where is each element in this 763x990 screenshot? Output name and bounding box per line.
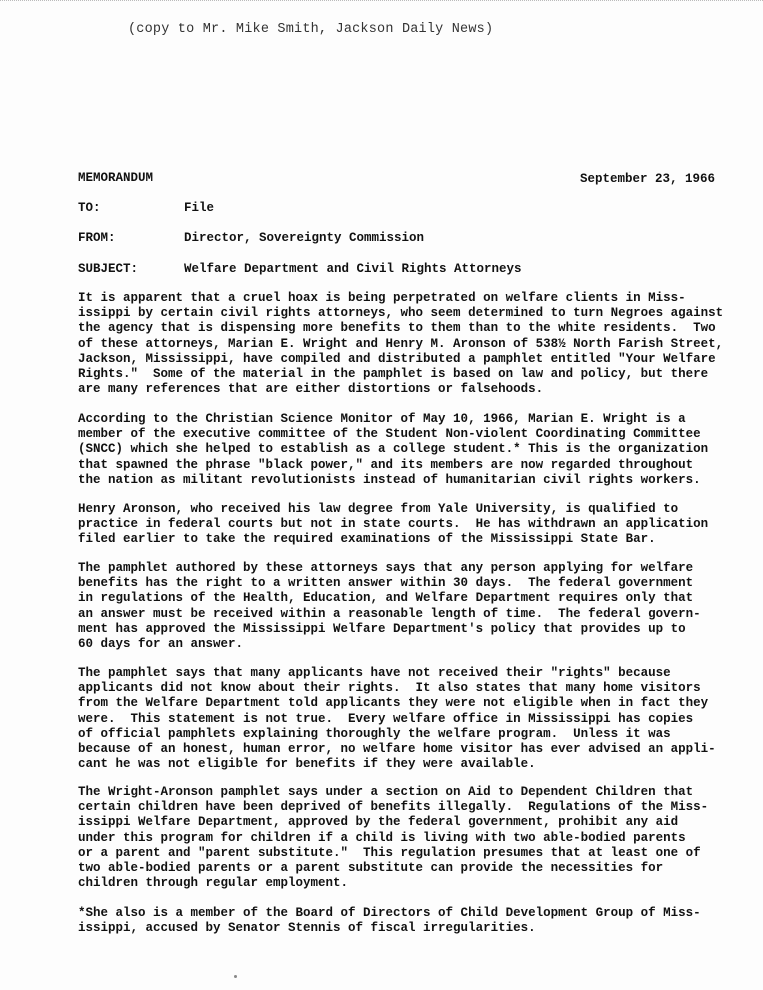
header-from-label: FROM: [78,231,116,245]
paragraph-line: The Wright-Aronson pamphlet says under a section on Aid to Dependent Children that [78,785,694,799]
paragraph-line: Henry Aronson, who received his law degree from Yale University, is qualified to [78,502,679,516]
footnote [78,906,718,936]
paragraph-5 [78,666,718,772]
paragraph-line: The pamphlet says that many applicants have not received their "rights" because [78,666,671,680]
footnote-line: issippi, accused by Senator Stennis of fiscal irregularities. [78,921,536,936]
memo-type-label: MEMORANDUM [78,171,154,185]
footnote-line: *She also is a member of the Board of Directors of Child Development Group of Miss- [78,906,701,920]
paragraph-2 [78,412,718,488]
paragraph-line: practice in federal courts but not in state courts. He has withdrawn an application [78,517,709,532]
paragraph-line: member of the executive committee of the Student Non-violent Coordinating Committee [78,427,701,442]
paragraph-line: It is apparent that a cruel hoax is being perpetrated on welfare clients in Miss- [78,291,686,305]
header-subject-value: Welfare Department and Civil Rights Attorneys [184,262,522,276]
header-to-row [78,201,214,215]
paragraph-1 [78,291,724,397]
paragraph-line: The pamphlet authored by these attorneys says that any person applying for welfare [78,561,694,575]
copy-note: (copy to Mr. Mike Smith, Jackson Daily News) [128,22,494,37]
header-to-value: File [184,201,215,215]
header-from-row [78,231,424,245]
paragraph-line: an answer must be received within a reasonable length of time. The federal govern- [78,606,701,621]
paragraph-line: are many references that are either distortions or falsehoods. [78,382,544,397]
header-to-label: TO: [78,201,101,215]
paragraph-line: issippi Welfare Department, approved by the federal government, prohibit any aid [78,815,679,830]
paragraph-line: Jackson, Mississippi, have compiled and distributed a pamphlet entitled "Your Welfare [78,351,716,366]
paragraph-line: ment has approved the Mississippi Welfare Department's policy that provides up to [78,621,686,636]
paragraph-line: Rights." Some of the material in the pamphlet is based on law and policy, but there [78,367,709,382]
paragraph-line: of official pamphlets explaining thoroughly the welfare program. Unless it was [78,726,671,741]
memo-date: September 23, 1966 [580,172,716,186]
paragraph-line: or a parent and "parent substitute." This regulation presumes that at least one of [78,845,701,860]
paragraph-line: certain children have been deprived of benefits illegally. Regulations of the Miss- [78,800,709,815]
paragraph-line: in regulations of the Health, Education, and Welfare Department requires only that [78,591,694,606]
paragraph-line: filed earlier to take the required examinations of the Mississippi State Bar. [78,532,656,547]
paragraph-line: the agency that is dispensing more benefits to them than to the white residents. Two [78,321,716,336]
header-from-value: Director, Sovereignty Commission [184,231,425,245]
paragraph-line: that spawned the phrase "black power," and its members are now regarded throughout [78,457,694,472]
paragraph-line: According to the Christian Science Monitor of May 10, 1966, Marian E. Wright is a [78,412,686,426]
paragraph-line: (SNCC) which she helped to establish as a college student.* This is the organization [78,442,709,457]
paragraph-line: benefits has the right to a written answer within 30 days. The federal government [78,576,694,591]
scan-speck [234,975,237,978]
paragraph-6 [78,785,718,891]
paragraph-line: the nation as militant revolutionists instead of humanitarian civil rights workers. [78,472,701,487]
paragraph-line: from the Welfare Department told applicants they were not eligible when in fact they [78,696,709,711]
paragraph-line: of these attorneys, Marian E. Wright and Henry M. Aronson of 538½ North Farish Street, [78,336,724,351]
paragraph-line: cant he was not eligible for benefits if they were available. [78,757,536,772]
page-top-edge [0,0,763,5]
paragraph-line: children through regular employment. [78,876,349,891]
header-subject-row [78,262,522,276]
paragraph-line: issippi by certain civil rights attorneys, who seem determined to turn Negroes against [78,306,724,321]
paragraph-line: because of an honest, human error, no welfare home visitor has ever advised an appli- [78,742,716,757]
paragraph-4 [78,561,718,652]
paragraph-line: two able-bodied parents or a parent substitute can provide the necessities for [78,861,664,876]
paragraph-line: under this program for children if a child is living with two able-bodied parents [78,830,686,845]
header-subject-label: SUBJECT: [78,262,139,276]
paragraph-line: were. This statement is not true. Every welfare office in Mississippi has copies [78,711,694,726]
paragraph-3 [78,502,718,548]
paragraph-line: 60 days for an answer. [78,637,244,652]
paragraph-line: applicants did not know about their rights. It also states that many home visitors [78,681,701,696]
